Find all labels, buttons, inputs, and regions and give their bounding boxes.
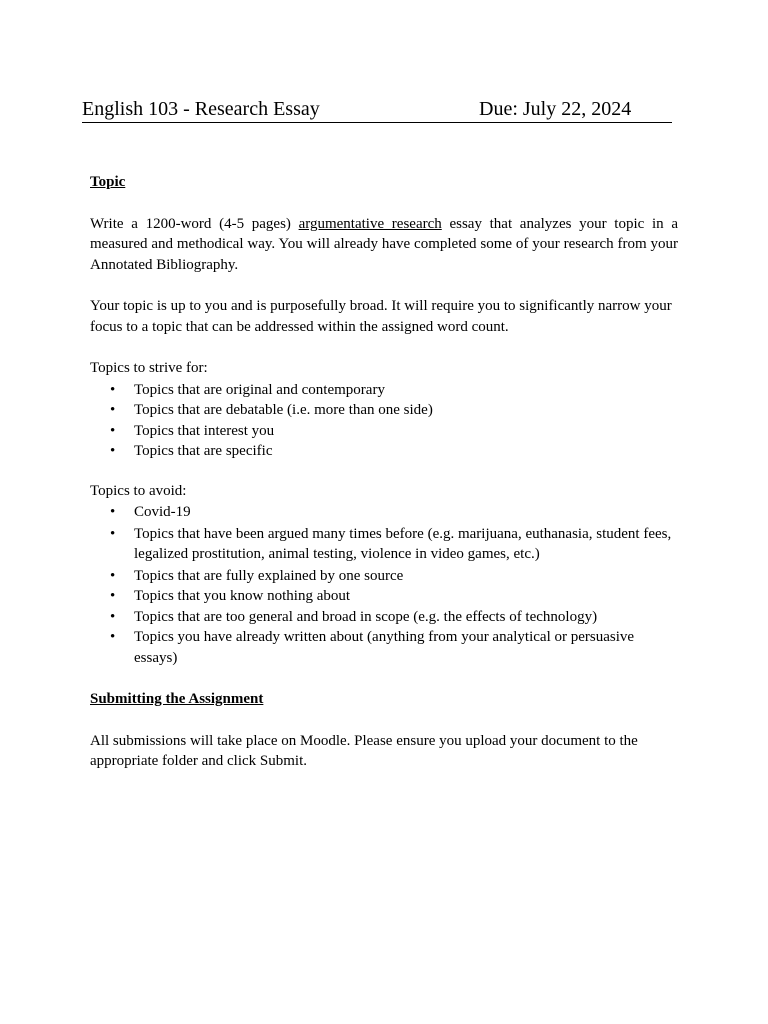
- due-date: Due: July 22, 2024: [479, 98, 632, 120]
- list-item: • Topics that interest you: [90, 421, 678, 442]
- strive-list: [90, 380, 678, 462]
- intro-text-end: essay that analyzes your topic in a measured and methodical way. You will already have completed some of your research from your Annotated Bibliography.: [90, 215, 678, 273]
- list-item: • Topics that you know nothing about: [90, 586, 678, 607]
- avoid-label: Topics to avoid:: [90, 482, 187, 499]
- topic-heading: Topic: [90, 174, 126, 190]
- bullet-icon: •: [110, 504, 116, 520]
- bullet-icon: •: [110, 402, 116, 418]
- list-item: • Topics that are specific: [90, 441, 678, 462]
- list-item: • Topics that have been argued many times before (e.g. marijuana, euthanasia, student fees, legalized prostitution, animal testing, violence in video games, etc.): [110, 525, 672, 562]
- list-item: • Covid-19: [90, 502, 678, 523]
- bullet-icon: •: [110, 422, 116, 439]
- avoid-list: [90, 502, 678, 668]
- argumentative-research-term: argumentative research: [298, 215, 442, 232]
- bullet-icon: •: [110, 443, 116, 459]
- topic-scope-paragraph: Your topic is up to you and is purposefully broad. It will require you to significantly narrow your focus to a topic that can be addressed within the assigned word count.: [90, 298, 672, 335]
- list-item: • Topics that are fully explained by one source: [90, 566, 678, 587]
- list-item: • Topics that are too general and broad in scope (e.g. the effects of technology): [90, 607, 678, 628]
- course-title: English 103 - Research Essay: [82, 98, 320, 120]
- topic-intro-paragraph: [90, 214, 678, 276]
- list-item: • Topics that are debatable (i.e. more than one side): [90, 400, 678, 421]
- submission-paragraph: All submissions will take place on Moodle. Please ensure you upload your document to the appropriate folder and click Submit.: [90, 732, 638, 769]
- document-header: [82, 96, 672, 123]
- bullet-icon: •: [110, 525, 116, 542]
- bullet-icon: •: [110, 608, 116, 625]
- bullet-icon: •: [110, 381, 116, 398]
- bullet-icon: •: [110, 567, 116, 584]
- list-item: • Topics that are original and contemporary: [90, 380, 678, 401]
- strive-label: Topics to strive for:: [90, 360, 208, 376]
- intro-text-start: Write a 1200-word (4-5 pages): [90, 215, 299, 232]
- bullet-icon: •: [110, 588, 116, 604]
- submission-heading: Submitting the Assignment: [90, 691, 264, 707]
- bullet-icon: •: [110, 629, 116, 645]
- document-body: [90, 172, 678, 772]
- list-item: • Topics you have already written about (anything from your analytical or persuasive essays): [110, 629, 635, 666]
